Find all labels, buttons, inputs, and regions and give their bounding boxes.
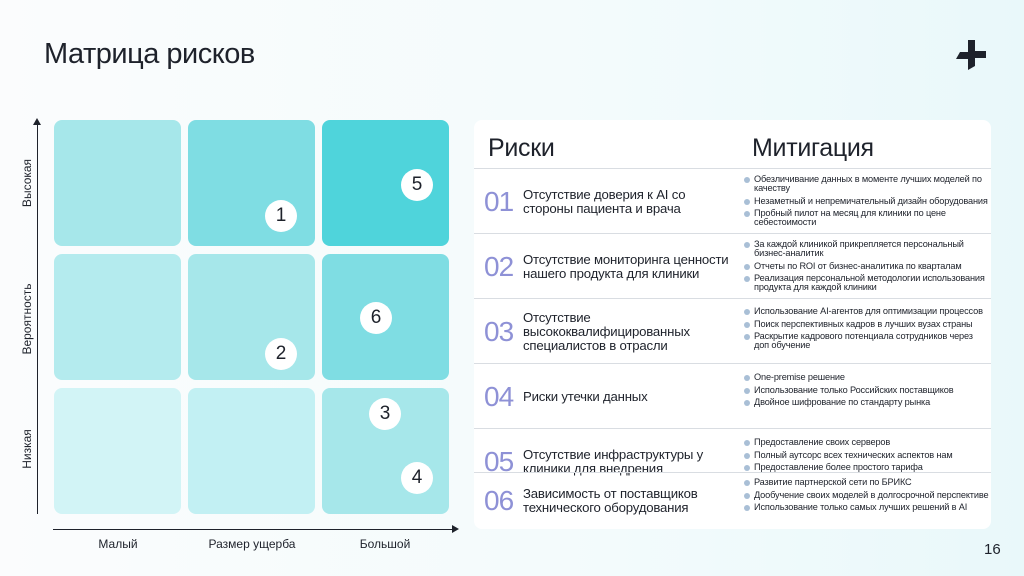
mitigation-item: Поиск перспективных кадров в лучших вузах страны (744, 320, 989, 329)
mitigation-item: Дообучение своих моделей в долгосрочной перспективе (744, 491, 989, 500)
mitigation-item: Развитие партнерской сети по БРИКС (744, 478, 989, 487)
mitigation-item: Использование только Российских поставщиков (744, 386, 989, 395)
row-number: 01 (484, 185, 514, 217)
risk-badge-5: 5 (401, 169, 433, 201)
risk-text: Отсутствие доверия к AI со стороны пациента и врача (523, 186, 686, 216)
y-axis-label: Вероятность (20, 283, 34, 355)
matrix-cell-mid-small (54, 254, 181, 380)
row-number: 02 (484, 250, 514, 282)
risk-text: Отсутствие инфраструктуры у клиники для внедрения (523, 446, 704, 476)
mitigation-list (744, 438, 989, 476)
brand-logo-icon (956, 40, 986, 70)
row-number: 06 (484, 485, 514, 516)
row-number: 04 (484, 380, 514, 412)
row-number: 05 (484, 445, 514, 477)
mitigation-item: Незаметный и непремичательный дизайн оборудования (744, 197, 989, 206)
risk-badge-6: 6 (360, 302, 392, 334)
risk-badge-3: 3 (369, 398, 401, 430)
page-number: 16 (984, 541, 1001, 558)
y-axis-arrow-icon (33, 118, 41, 125)
table-row (474, 298, 991, 364)
risk-badge-1: 1 (265, 200, 297, 232)
row-number: 03 (484, 315, 514, 347)
mitigation-item: Раскрытие кадрового потенциала сотрудников через доп обучение (744, 332, 989, 350)
mitigation-list (744, 240, 989, 296)
mitigation-item: Использование AI-агентов для оптимизации процессов (744, 307, 989, 316)
table-row (474, 168, 991, 234)
risk-text: Риски утечки данных (523, 388, 648, 404)
mitigation-item: Предоставление своих серверов (744, 438, 989, 447)
header-mitigation: Митигация (752, 134, 874, 162)
mitigation-item: Предоставление более простого тарифа (744, 463, 989, 472)
mitigation-item: Использование только самых лучших решений в AI (744, 503, 989, 512)
mitigation-item: Двойное шифрование по стандарту рынка (744, 398, 989, 407)
matrix-cell-high-medium (188, 120, 315, 246)
y-level-high: Высокая (20, 158, 34, 208)
header-risks: Риски (488, 134, 555, 162)
matrix-cell-high-small (54, 120, 181, 246)
matrix-cell-low-medium (188, 388, 315, 514)
x-level-small: Малый (98, 537, 138, 551)
risk-mitigation-table (474, 120, 991, 529)
mitigation-item: Обезличивание данных в моменте лучших моделей по качеству (744, 175, 989, 193)
mitigation-item: Полный аутсорс всех технических аспектов нам (744, 451, 989, 460)
x-axis-line (53, 529, 453, 530)
mitigation-list (744, 175, 989, 231)
risk-text: Зависимость от поставщиков технического оборудования (523, 486, 698, 515)
table-row (474, 233, 991, 299)
risk-badge-2: 2 (265, 338, 297, 370)
mitigation-item: Пробный пилот на месяц для клиники по цене себестоимости (744, 209, 989, 227)
mitigation-item: Реализация персональной методологии использования продукта для каждой клиники (744, 274, 989, 292)
table-row (474, 363, 991, 429)
matrix-cell-mid-medium (188, 254, 315, 380)
x-level-large: Большой (359, 537, 411, 551)
mitigation-item: За каждой клиникой прикрепляется персональный бизнес-аналитик (744, 240, 989, 258)
mitigation-item: Отчеты по ROI от бизнес-аналитика по кварталам (744, 262, 989, 271)
mitigation-list (744, 307, 989, 354)
risk-text: Отсутствие мониторинга ценности нашего продукта для клиники (523, 251, 729, 281)
y-axis-line (37, 122, 38, 514)
risk-text: Отсутствие высококвалифицированных специалистов в отрасли (523, 309, 690, 353)
matrix-cell-low-small (54, 388, 181, 514)
table-row (474, 472, 991, 529)
risk-badge-4: 4 (401, 462, 433, 494)
slide-title: Матрица рисков (44, 38, 255, 70)
x-axis-arrow-icon (452, 525, 459, 533)
x-axis-label: Размер ущерба (208, 537, 296, 551)
mitigation-list (744, 478, 989, 516)
mitigation-item: One-premise решение (744, 373, 989, 382)
mitigation-list (744, 373, 989, 411)
y-level-low: Низкая (20, 429, 34, 469)
